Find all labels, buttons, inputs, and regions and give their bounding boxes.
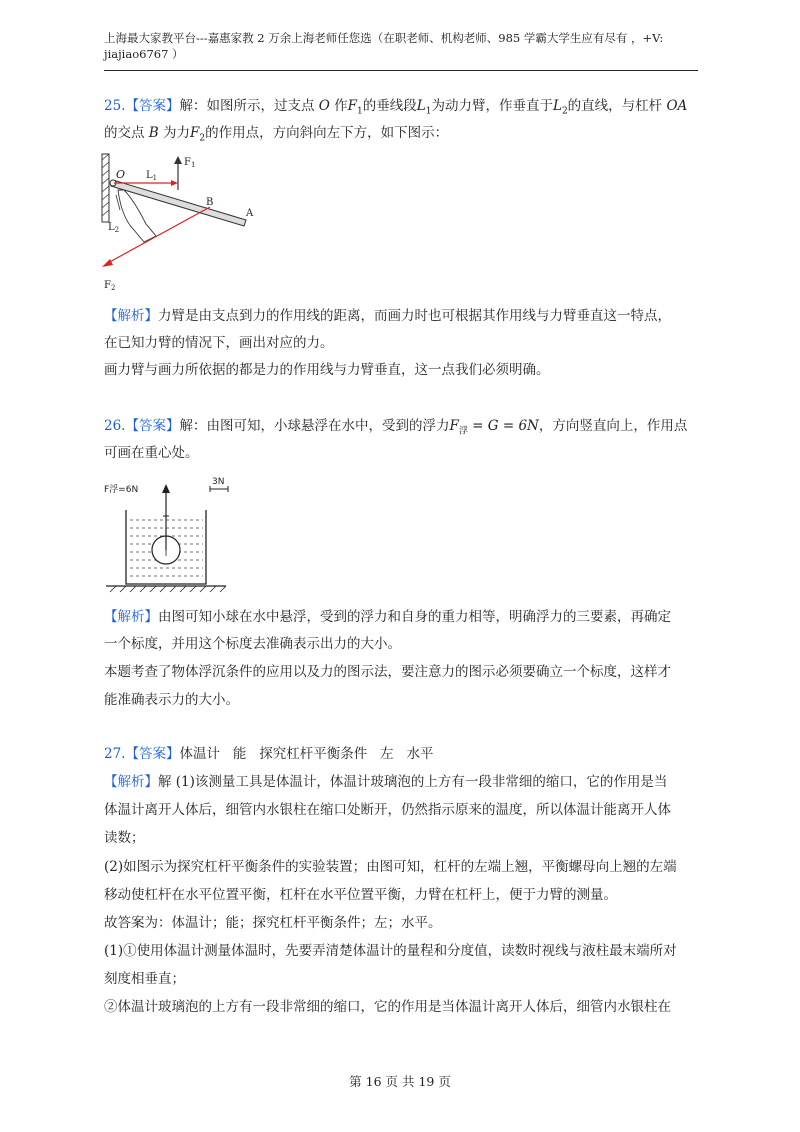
q25-text: 解：如图所示，过支点 — [179, 98, 319, 114]
q26-text: ，方向竖直向上，作用点 — [538, 418, 688, 434]
q26-number: 26. — [104, 418, 126, 434]
q26-analysis-line-1 — [104, 605, 700, 630]
q25-math-f: F — [347, 98, 358, 114]
label-l2: $L_2$ — [108, 222, 120, 234]
q26-text: 解：由图可知，小球悬浮在水中，受到的浮力 — [179, 418, 450, 434]
q27-answer-line — [104, 742, 700, 767]
q27-analysis-text: 解 (1)该测量工具是体温计，体温计玻璃泡的上方有一段非常细的缩口，它的作用是当 — [158, 774, 668, 790]
q25-analysis-line-3: 画力臂与画力所依据的都是力的作用线与力臂垂直，这一点我们必须明确。 — [104, 362, 550, 378]
label-scale: 3N — [212, 477, 225, 487]
page-footer: 第 16 页 共 19 页 — [349, 1074, 451, 1089]
q25-math-l: L — [416, 98, 426, 114]
l1-arrowhead — [171, 180, 178, 186]
q25-math-o: O — [318, 98, 330, 114]
q25-sub: 2 — [561, 106, 568, 117]
q27-number: 27. — [104, 746, 126, 762]
q25-analysis-tag: 【解析】 — [104, 308, 158, 324]
q27-analysis-line-4: (2)如图示为探究杠杆平衡条件的实验装置；由图可知，杠杆的左端上翘，平衡螺母向上翘的左端 — [104, 859, 677, 875]
q25-math-l: L — [552, 98, 562, 114]
q27-answer-text: 体温计 能 探究杠杆平衡条件 左 水平 — [179, 746, 434, 762]
q25-text: 的直线，与杠杆 — [567, 98, 667, 114]
q26-math-f: F — [449, 418, 459, 434]
f1-arrowhead — [174, 156, 182, 164]
label-f2: $F_2$ — [104, 280, 116, 292]
header-line-2: jiajiao6767 ） — [104, 47, 184, 61]
f2-arrowhead — [102, 259, 113, 267]
q25-analysis-line-1 — [104, 304, 700, 329]
q25-math-f: F — [190, 125, 200, 141]
header-divider — [104, 70, 698, 71]
q25-sub: 2 — [199, 133, 206, 144]
q27-analysis-line-9: ②体温计玻璃泡的上方有一段非常细的缩口，它的作用是当体温计离开人体后，细管内水银柱在 — [104, 999, 671, 1015]
q27-analysis-line-7: (1)①使用体温计测量体温时，先要弄清楚体温计的量程和分度值，读数时视线与液柱最末端所对 — [104, 943, 677, 959]
q27-analysis-line-6: 故答案为：体温计；能；探究杠杆平衡条件；左；水平。 — [104, 915, 442, 931]
q25-text: 为动力臂，作垂直于 — [431, 98, 553, 114]
label-f1: $F_1$ — [184, 157, 196, 169]
wall — [102, 154, 109, 222]
label-a: A — [246, 208, 254, 219]
q26-analysis-line-2: 一个标度，并用这个标度去准确表示出力的大小。 — [104, 636, 401, 652]
q25-text: 的交点 — [104, 125, 149, 141]
f2-line — [106, 207, 210, 264]
q27-analysis-tag: 【解析】 — [104, 774, 158, 790]
q25-text: 为力 — [158, 125, 191, 141]
q26-answer-tag: 【答案】 — [125, 418, 180, 434]
q27-analysis-line-1 — [104, 770, 700, 795]
q25-math-oa: OA — [666, 98, 688, 114]
q26-analysis-line-3: 本题考查了物体浮沉条件的应用以及力的图示法，要注意力的图示必须要确立一个标度，这样才 — [104, 664, 671, 680]
page-header — [104, 30, 704, 62]
q25-text: 作 — [329, 98, 348, 114]
q26-equation: = G = 6N — [467, 418, 539, 434]
q26-analysis-tag: 【解析】 — [104, 609, 158, 625]
label-b: B — [206, 197, 214, 208]
q27-analysis-line-3: 读数； — [104, 830, 145, 846]
q25-math-b: B — [148, 125, 159, 141]
q25-text: 的作用点，方向斜向左下方，如下图示： — [205, 125, 449, 141]
label-o: O — [116, 168, 126, 181]
q26-sub: 浮 — [458, 426, 468, 437]
q25-text: 的垂线段 — [362, 98, 417, 114]
q26-buoyancy-figure — [100, 472, 230, 594]
q26-analysis-line-4: 能准确表示力的大小。 — [104, 692, 239, 708]
q26-analysis-text: 由图可知小球在水中悬浮，受到的浮力和自身的重力相等，明确浮力的三要素，再确定 — [158, 609, 671, 625]
q27-analysis-line-8: 刻度相垂直； — [104, 971, 185, 987]
q25-number: 25. — [104, 98, 126, 114]
q25-analysis-text: 力臂是由支点到力的作用线的距离，而画力时也可根据其作用线与力臂垂直这一特点， — [158, 308, 671, 324]
q27-analysis-line-2: 体温计离开人体后，细管内水银柱在缩口处断开，仍然指示原来的温度，所以体温计能离开人体 — [104, 802, 671, 818]
q25-analysis-line-2: 在已知力臂的情况下，画出对应的力。 — [104, 335, 334, 351]
header-line-1: 上海最大家教平台---嘉惠家教 2 万余上海老师任您选（在职老师、机构老师、985 学霸大学生应有尽有 ，+V: — [104, 31, 664, 45]
q25-sub: 1 — [425, 106, 432, 117]
q25-answer-tag: 【答案】 — [125, 98, 180, 114]
q25-sub: 1 — [357, 106, 363, 117]
q27-analysis-line-5: 移动使杠杆在水平位置平衡，杠杆在水平位置平衡，力臂在杠杆上，便于力臂的测量。 — [104, 887, 617, 903]
q26-answer-line-2: 可画在重心处。 — [104, 445, 199, 461]
ground-hatching — [110, 586, 226, 592]
buoyancy-arrowhead — [162, 484, 170, 493]
q25-answer-line-2 — [104, 121, 700, 152]
q25-lever-figure — [96, 150, 266, 300]
q27-answer-tag: 【答案】 — [125, 746, 180, 762]
label-force: F浮=6N — [104, 485, 139, 495]
label-l1: $L_1$ — [146, 170, 158, 182]
